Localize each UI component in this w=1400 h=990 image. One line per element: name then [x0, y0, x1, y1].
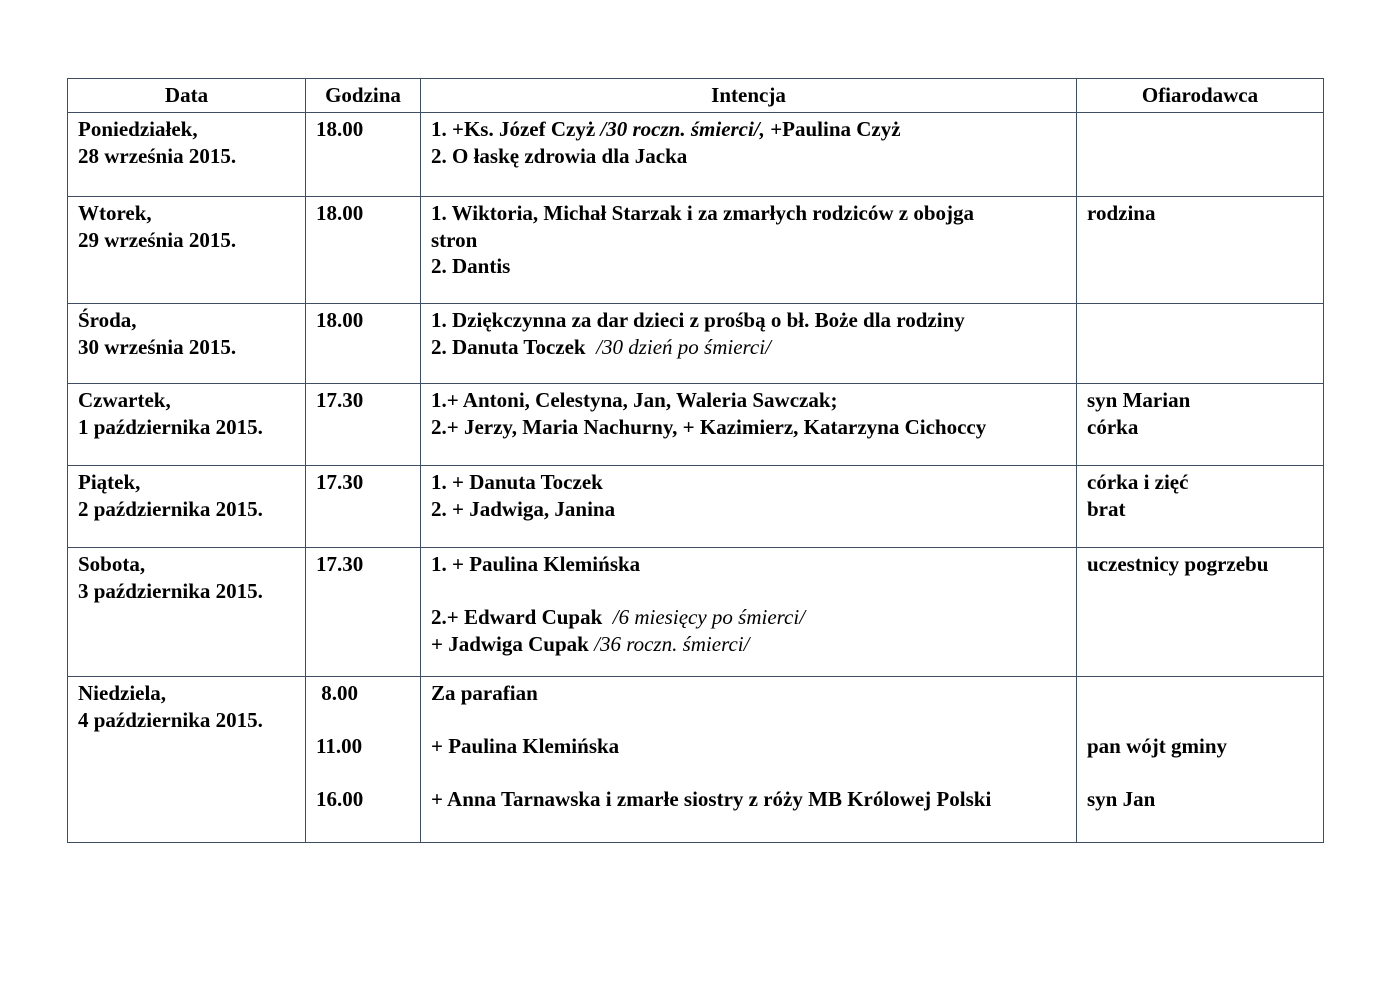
time-cell — [306, 113, 421, 197]
offerer-line — [1087, 200, 1315, 227]
offerer-cell — [1077, 113, 1324, 197]
offerer-cell — [1077, 197, 1324, 304]
intention-annotation: /30 roczn. śmierci/, — [600, 117, 765, 141]
date-cell — [68, 677, 306, 843]
text-segment: 1. Dziękczynna za dar dzieci z prośbą o bł. Boże dla rodziny — [431, 308, 965, 332]
date-line: Piątek, — [78, 470, 141, 494]
date-cell — [68, 197, 306, 304]
intention-cell — [421, 304, 1077, 384]
time-cell — [306, 677, 421, 843]
date-line: Niedziela, — [78, 681, 167, 705]
date-line: 4 października 2015. — [78, 707, 263, 732]
col-header-godzina: Godzina — [306, 79, 421, 113]
date-line: Środa, — [78, 308, 137, 332]
time-line: 11.00 — [316, 734, 363, 758]
intention-line — [431, 227, 1068, 254]
text-segment: Za parafian — [431, 681, 538, 705]
time-line: 17.30 — [316, 388, 364, 412]
intention-line — [431, 786, 1068, 813]
text-segment: 1. + Danuta Toczek — [431, 470, 603, 494]
text-segment: uczestnicy pogrzebu — [1087, 552, 1269, 576]
date-line: 30 września 2015. — [78, 334, 237, 359]
time-cell — [306, 466, 421, 548]
date-cell — [68, 466, 306, 548]
table-row — [68, 548, 1324, 677]
date-cell — [68, 113, 306, 197]
date-line: 28 września 2015. — [78, 143, 237, 168]
intention-line — [431, 733, 1068, 760]
date-line: 3 października 2015. — [78, 578, 263, 603]
col-header-intencja: Intencja — [421, 79, 1077, 113]
table-row — [68, 197, 1324, 304]
intention-line — [431, 469, 1068, 496]
offerer-line — [1087, 733, 1315, 760]
offerer-cell — [1077, 677, 1324, 843]
text-segment: 2. O łaskę zdrowia dla Jacka — [431, 143, 688, 168]
text-segment: 1.+ Antoni, Celestyna, Jan, Waleria Sawczak; — [431, 388, 838, 412]
date-cell — [68, 548, 306, 677]
text-segment: syn Marian — [1087, 388, 1191, 412]
offerer-line — [1087, 496, 1315, 523]
text-segment: córka — [1087, 414, 1139, 439]
text-segment: 2. Danuta Toczek — [431, 334, 597, 359]
intention-cell — [421, 113, 1077, 197]
date-line: Poniedziałek, — [78, 117, 198, 141]
date-line: 2 października 2015. — [78, 496, 263, 521]
intention-line — [431, 578, 1068, 605]
offerer-cell — [1077, 548, 1324, 677]
intention-line — [431, 551, 1068, 578]
col-header-data: Data — [68, 79, 306, 113]
text-segment: 2.+ Edward Cupak — [431, 605, 613, 629]
text-segment: 1. +Ks. Józef Czyż — [431, 117, 601, 141]
time-cell — [306, 548, 421, 677]
text-segment: 2. Dantis — [431, 254, 511, 278]
offerer-line — [1087, 707, 1315, 734]
text-segment: stron — [431, 227, 478, 252]
text-segment: + Paulina Klemińska — [431, 734, 620, 758]
intention-cell — [421, 197, 1077, 304]
header-row — [68, 79, 1324, 113]
intention-cell — [421, 677, 1077, 843]
time-line: 18.00 — [316, 201, 364, 225]
offerer-line — [1087, 414, 1315, 441]
intention-annotation: /30 dzień po śmierci/ — [596, 334, 771, 359]
date-line: 1 października 2015. — [78, 414, 263, 439]
date-cell — [68, 304, 306, 384]
time-cell — [306, 197, 421, 304]
text-segment: 2.+ Jerzy, Maria Nachurny, + Kazimierz, Katarzyna Cichoccy — [431, 414, 987, 439]
intention-line — [431, 253, 1068, 280]
text-segment: 1. Wiktoria, Michał Starzak i za zmarłych rodziców z obojga — [431, 201, 975, 225]
table-row — [68, 466, 1324, 548]
time-line: 17.30 — [316, 552, 364, 576]
time-cell — [306, 384, 421, 466]
time-line: 18.00 — [316, 308, 364, 332]
intention-line — [431, 604, 1068, 631]
intention-line — [431, 496, 1068, 523]
text-segment: + Anna Tarnawska i zmarłe siostry z róży MB Królowej Polski — [431, 787, 992, 811]
date-line: 29 września 2015. — [78, 227, 237, 252]
offerer-line — [1087, 680, 1315, 707]
offerer-cell — [1077, 384, 1324, 466]
text-segment: pan wójt gminy — [1087, 734, 1228, 758]
intention-cell — [421, 384, 1077, 466]
intention-line — [431, 116, 1068, 143]
time-line: 8.00 — [316, 681, 358, 705]
intention-line — [431, 387, 1068, 414]
intention-line — [431, 414, 1068, 441]
offerer-line — [1087, 469, 1315, 496]
table-row — [68, 384, 1324, 466]
text-segment: syn Jan — [1087, 787, 1156, 811]
time-line — [316, 760, 412, 787]
time-line — [316, 707, 412, 734]
time-line: 16.00 — [316, 787, 364, 811]
intention-line — [431, 143, 1068, 170]
intention-line — [431, 200, 1068, 227]
text-segment: 1. + Paulina Klemińska — [431, 552, 641, 576]
text-segment: rodzina — [1087, 201, 1156, 225]
offerer-line — [1087, 551, 1315, 578]
time-line: 17.30 — [316, 470, 364, 494]
time-line: 18.00 — [316, 117, 364, 141]
offerer-cell — [1077, 304, 1324, 384]
intention-annotation: /6 miesięcy po śmierci/ — [612, 605, 806, 629]
col-header-ofiarodawca: Ofiarodawca — [1077, 79, 1324, 113]
text-segment: +Paulina Czyż — [764, 117, 901, 141]
date-line: Sobota, — [78, 552, 146, 576]
offerer-line — [1087, 387, 1315, 414]
intention-annotation: /36 roczn. śmierci/ — [594, 631, 750, 656]
intention-line — [431, 631, 1068, 658]
date-line: Czwartek, — [78, 388, 171, 412]
offerer-line — [1087, 760, 1315, 787]
date-cell — [68, 384, 306, 466]
date-line: Wtorek, — [78, 201, 152, 225]
text-segment: + Jadwiga Cupak — [431, 631, 595, 656]
intention-line — [431, 334, 1068, 361]
text-segment: 2. + Jadwiga, Janina — [431, 496, 616, 521]
text-segment: córka i zięć — [1087, 470, 1189, 494]
offerer-cell — [1077, 466, 1324, 548]
table-row — [68, 304, 1324, 384]
mass-intentions-table — [67, 78, 1324, 843]
intention-line — [431, 680, 1068, 707]
intention-line — [431, 707, 1068, 734]
intention-cell — [421, 466, 1077, 548]
offerer-line — [1087, 786, 1315, 813]
intention-line — [431, 307, 1068, 334]
intention-line — [431, 760, 1068, 787]
table-row — [68, 677, 1324, 843]
table-row — [68, 113, 1324, 197]
intention-cell — [421, 548, 1077, 677]
text-segment: brat — [1087, 496, 1126, 521]
time-cell — [306, 304, 421, 384]
